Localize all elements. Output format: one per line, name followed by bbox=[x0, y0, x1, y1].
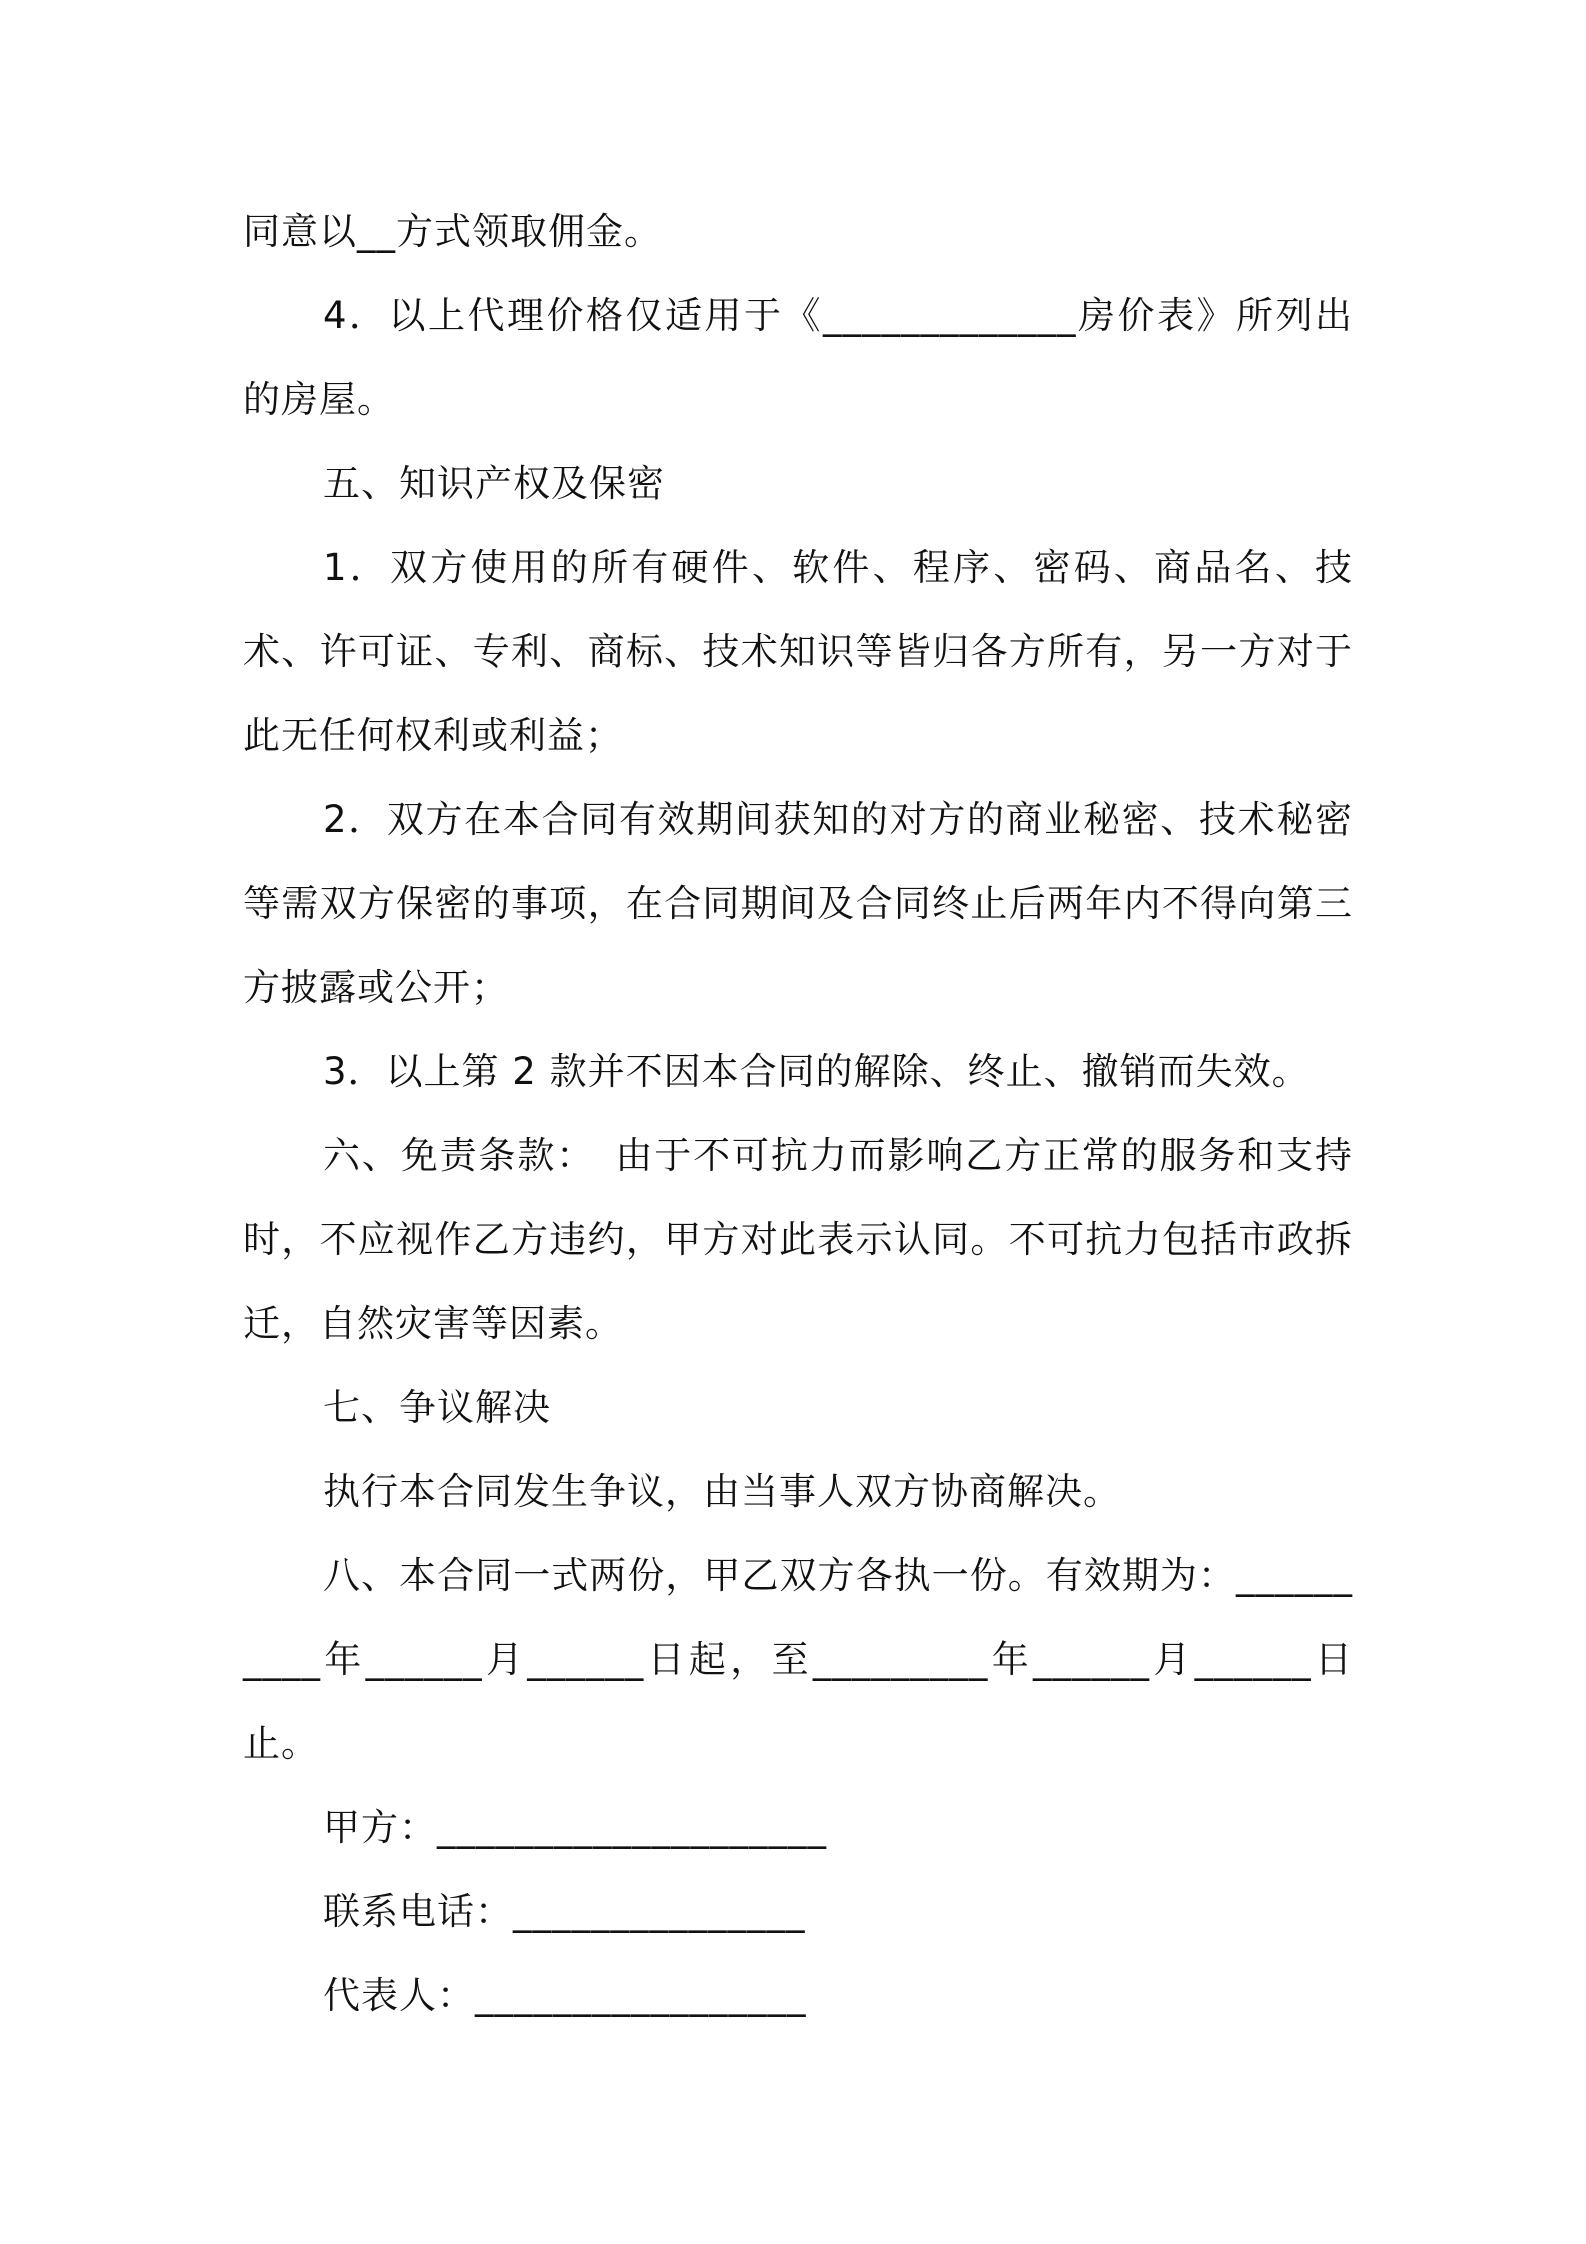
paragraph-survival-clause: 3．以上第 2 款并不因本合同的解除、终止、撤销而失效。 bbox=[323, 1050, 1310, 1093]
paragraph-validity-period: 八、本合同一式两份，甲乙双方各执一份。有效期为：__________年______月______日起，至_________年______月______日止。 bbox=[243, 1554, 1353, 1765]
paragraph-dispute-resolution: 执行本合同发生争议，由当事人双方协商解决。 bbox=[323, 1470, 1121, 1513]
paragraph-price-scope: 4．以上代理价格仅适用于《_____________房价表》所列出的房屋。 bbox=[243, 294, 1353, 421]
paragraph-ip-ownership: 1．双方使用的所有硬件、软件、程序、密码、商品名、技术、许可证、专利、商标、技术知识等皆归各方所有，另一方对于此无任何权利或利益； bbox=[243, 546, 1353, 757]
paragraph-commission-method: 同意以__方式领取佣金。 bbox=[243, 210, 662, 253]
signature-party-a: 甲方：____________________ bbox=[323, 1806, 827, 1849]
document-body bbox=[243, 190, 1353, 2038]
signature-contact-phone: 联系电话：_______________ bbox=[323, 1890, 806, 1933]
section-heading-dispute-resolution: 七、争议解决 bbox=[323, 1386, 551, 1429]
signature-representative: 代表人：_________________ bbox=[323, 1974, 807, 2017]
section-heading-ip-confidentiality: 五、知识产权及保密 bbox=[323, 462, 665, 505]
paragraph-trade-secrets: 2．双方在本合同有效期间获知的对方的商业秘密、技术秘密等需双方保密的事项，在合同期间及合同终止后两年内不得向第三方披露或公开； bbox=[243, 798, 1353, 1009]
paragraph-force-majeure: 六、免责条款： 由于不可抗力而影响乙方正常的服务和支持时，不应视作乙方违约，甲方对此表示认同。不可抗力包括市政拆迁，自然灾害等因素。 bbox=[243, 1134, 1353, 1345]
